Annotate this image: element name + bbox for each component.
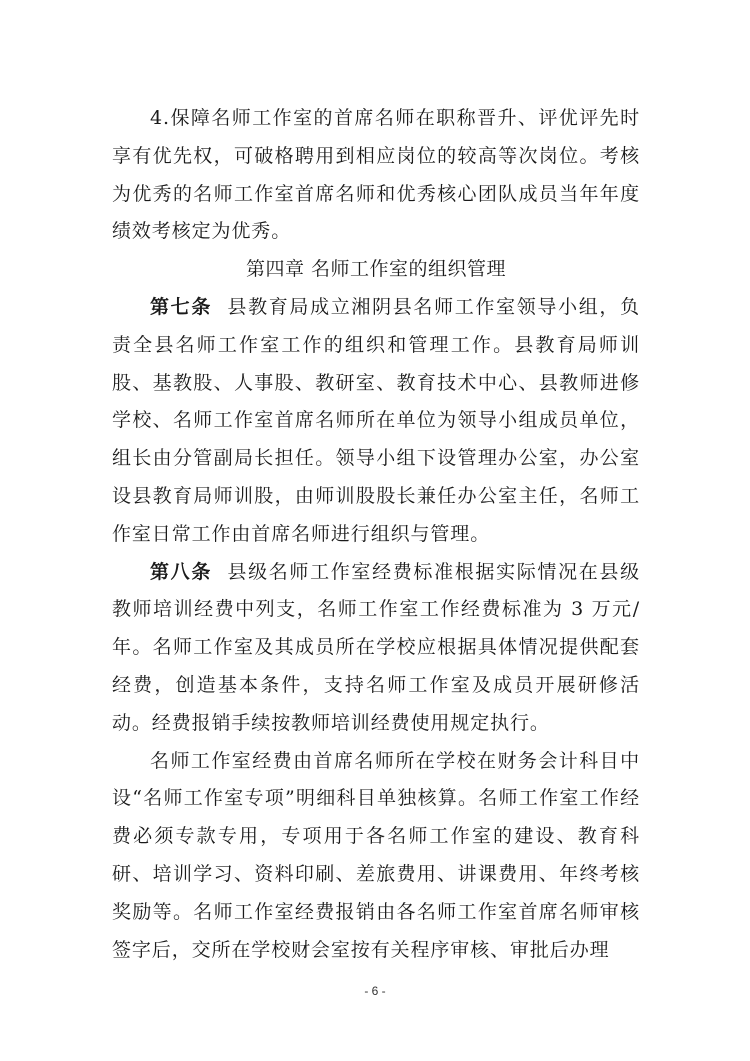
article-7-label: 第七条: [150, 295, 212, 318]
chapter-title: 第四章 名师工作室的组织管理: [245, 258, 507, 281]
article-8-text: 县级名师工作室经费标准根据实际情况在县级教师培训经费中列支，名师工作室工作经费标准为 3 万元/年。名师工作室及其成员所在学校应根据具体情况提供配套经费，创造基本条件，支持名师工作室及成员开展研修活动。经费报销手续按教师培训经费使用规定执行。: [112, 560, 640, 734]
article-7: [112, 289, 640, 554]
article-8: [112, 554, 640, 743]
paragraph-item-4: 4.保障名师工作室的首席名师在职称晋升、评优评先时享有优先权，可破格聘用到相应岗位的较高等次岗位。考核为优秀的名师工作室首席名师和优秀核心团队成员当年年度绩效考核定为优秀。: [112, 107, 640, 243]
article-7-text: 县教育局成立湘阴县名师工作室领导小组，负责全县名师工作室工作的组织和管理工作。县教育局师训股、基教股、人事股、教研室、教育技术中心、县教师进修学校、名师工作室首席名师所在单位为领导小组成员单位，组长由分管副局长担任。领导小组下设管理办公室，办公室设县教育局师训股，由师训股股长兼任办公室主任，名师工作室日常工作由首席名师进行组织与管理。: [112, 295, 640, 545]
page-number: - 6 -: [364, 984, 386, 998]
article-8-label: 第八条: [150, 560, 212, 583]
document-body: [112, 100, 640, 969]
paragraph-funds: 名师工作室经费由首席名师所在学校在财务会计科目中设“名师工作室专项”明细科目单独核算。名师工作室工作经费必须专款专用，专项用于各名师工作室的建设、教育科研、培训学习、资料印刷、差旅费用、讲课费用、年终考核奖励等。名师工作室经费报销由各名师工作室首席名师审核签字后，交所在学校财会室按有关程序审核、审批后办理: [112, 749, 640, 961]
